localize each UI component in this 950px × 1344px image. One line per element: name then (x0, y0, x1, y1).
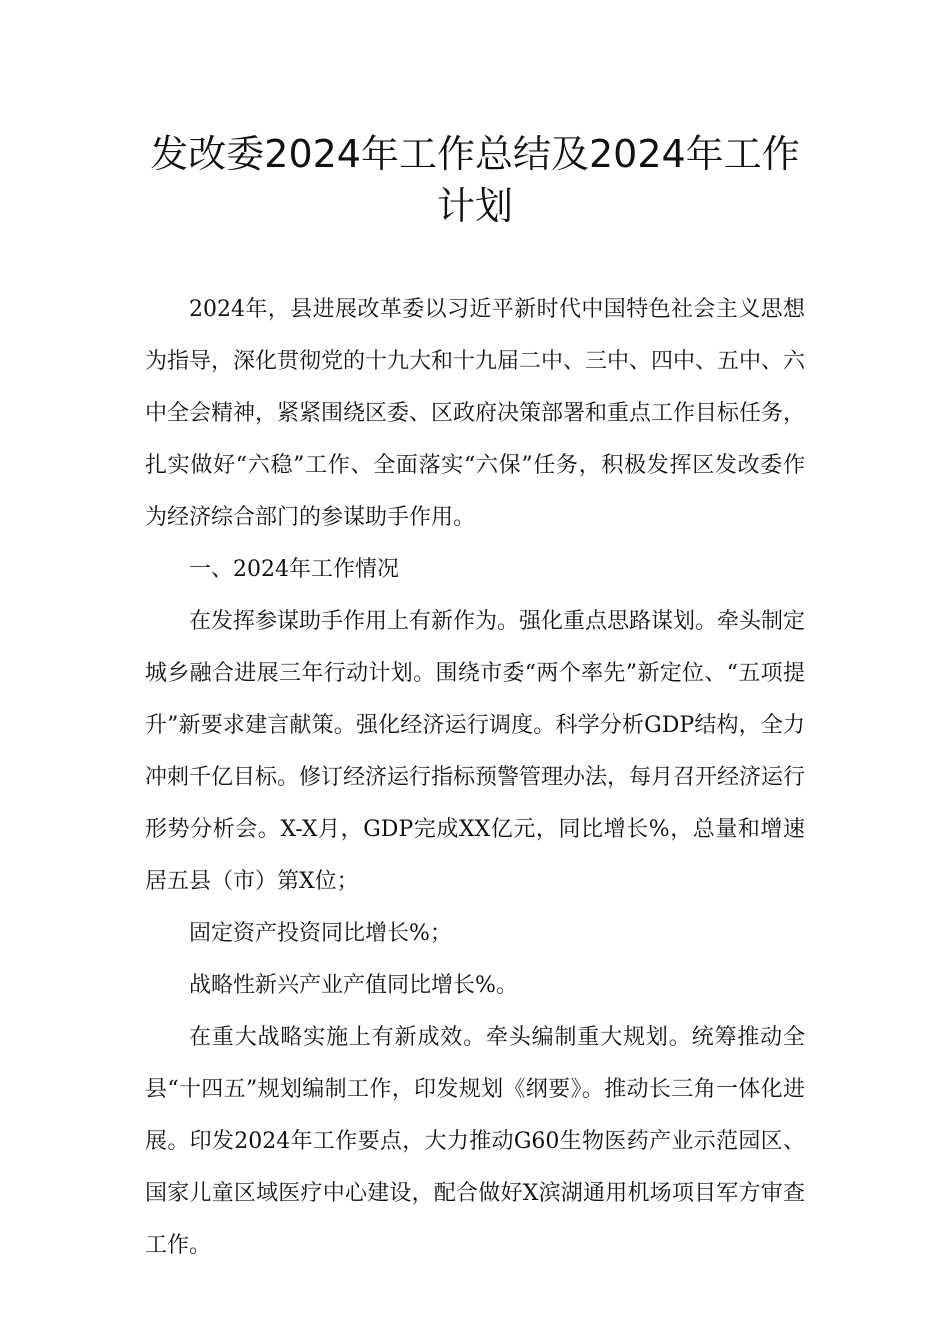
document-title-line-1: 发改委2024年工作总结及2024年工作 (150, 132, 800, 176)
fixed-asset-investment-paragraph: 固定资产投资同比增长%； (189, 921, 452, 946)
document-title-line-2: 计划 (436, 184, 513, 228)
intro-paragraph: 2024年，县进展改革委以习近平新时代中国特色社会主义思想为指导，深化贯彻党的十九大和十九届二中、三中、四中、五中、六中全会精神，紧紧围绕区委、区政府决策部署和重点工作目标任务，扎实做好“六稳”工作、全面落实“六保”任务，积极发挥区发改委作为经济综合部门的参谋助手作用。 (145, 297, 806, 530)
section-heading-2024-work: 一、2024年工作情况 (189, 557, 399, 582)
major-strategy-paragraph: 在重大战略实施上有新成效。牵头编制重大规划。统筹推动全县“十四五”规划编制工作，印发规划《纲要》。推动长三角一体化进展。印发2024年工作要点，大力推动G60生物医药产业示范园区、国家儿童区域医疗中心建设，配合做好X滨湖通用机场项目军方审查工作。 (145, 1025, 805, 1258)
advisory-role-paragraph: 在发挥参谋助手作用上有新作为。强化重点思路谋划。牵头制定城乡融合进展三年行动计划。围绕市委“两个率先”新定位、“五项提升”新要求建言献策。强化经济运行调度。科学分析GDP结构，全力冲刺千亿目标。修订经济运行指标预警管理办法，每月召开经济运行形势分析会。X-X月，GDP完成XX亿元，同比增长%，总量和增速居五县（市）第X位； (145, 609, 806, 894)
strategic-industry-paragraph: 战略性新兴产业产值同比增长%。 (189, 973, 518, 998)
